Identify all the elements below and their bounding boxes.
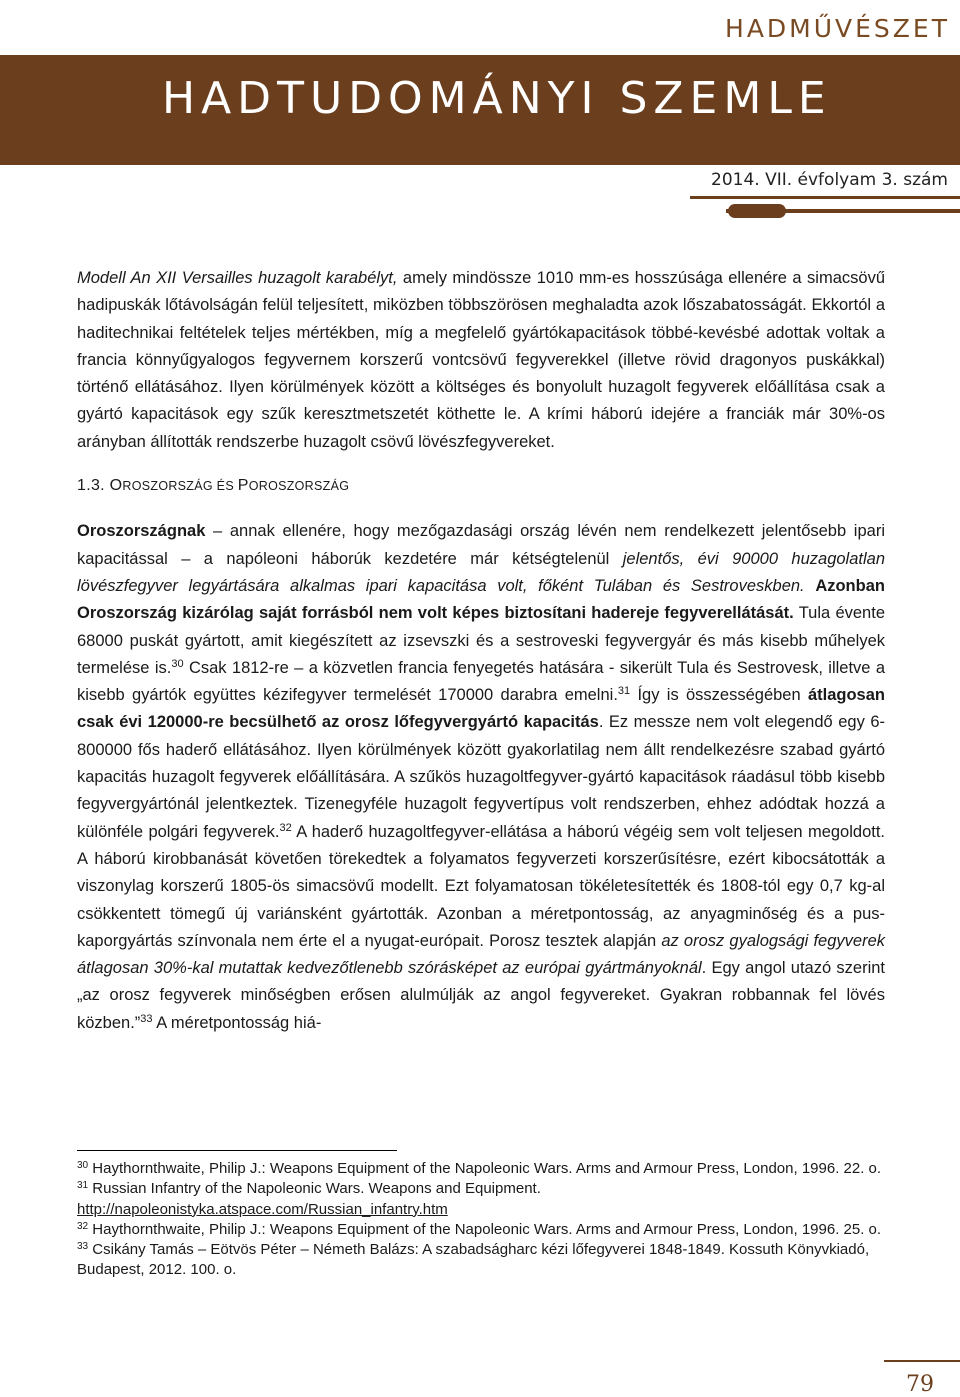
body-bold-1: Oroszországnak (77, 522, 206, 541)
body-text-4: Csak 1812-re – a közvetlen francia fenyegetés hatására - sikerült Tula és Sestrovesk, illetve a kisebb gyártók együttes kézifegyver termelését 170000 darabra emelni. (77, 658, 886, 705)
heading-number: 1.3. (77, 477, 110, 495)
body-text-2 (805, 577, 816, 595)
body-text-8: . Egy angol utazó szerint „az orosz fegyverek minőségben erősen alulmúlják az angol fegyvereket. Gyakran robbannak fel lövés közben.” (77, 959, 886, 1032)
heading-word2-rest: OROSZORSZÁG (248, 479, 350, 494)
body-italic-2: az orosz gyalogsági fegyverek átlagosan 30%-kal mutattak kedvezőtlenebb szórásképet az európai gyártmányoknál (77, 931, 885, 978)
footnote-text: Haythornthwaite, Philip J.: Weapons Equipment of the Napoleonic Wars. Arms and Armour Press, London, 1996. 22. o. (88, 1160, 882, 1177)
footnote-number: 30 (77, 1160, 89, 1171)
footnote-text: Russian Infantry of the Napoleonic Wars. Weapons and Equipment. (88, 1180, 541, 1198)
footnote-number: 32 (77, 1220, 89, 1232)
heading-conjunction: ÉS (212, 479, 238, 494)
footnote-ref-32[interactable]: 32 (279, 821, 292, 834)
body-italic-1: jelentős, évi 90000 huzagolatlan lövészfegyver legyártására alkalmas ipari kapacitása volt, főként Tulában és Sestroveskben. (77, 549, 885, 595)
footnote-number: 31 (77, 1180, 89, 1192)
footnote-link[interactable]: http://napoleonistyka.atspace.com/Russian_infantry.htm (77, 1200, 448, 1218)
section-label: HADMŰVÉSZET (725, 14, 950, 43)
body-paragraph (77, 518, 885, 1037)
footnote-rule (77, 1150, 397, 1151)
page-rule (884, 1360, 960, 1362)
heading-word1-rest: ROSZORSZÁG (122, 479, 213, 494)
header-ornament (726, 204, 960, 218)
intro-text: amely mindössze 1010 mm-es hosszúsága ellenére a simacsövű hadipuskák lőtávolságán felül teljesített, miközben többszörösen meghaladta azok lőszabatosságát. Ekkortól a haditechnikai feltételek teljes mértékben, míg a megfelelő gyártókapacitások többé-kevésbé adottak voltak a francia könnyűgyalogos fegyvernem korszerű vontcsövű fegyverekkel (illetve rövid dragonyos puskákkal) történő ellátásához. Ilyen körülmények között a költséges és bonyolult huzagolt fegyverek előállítása csak a gyártó kapacitások egy szűk keresztmetszetét köthette le. A krími háború idejére a franciák már 30%-os arányban állították rendszerbe huzagolt csövű lövészfegyvereket. (77, 269, 885, 451)
body-text-1: – annak ellenére, hogy mezőgazdasági ország lévén nem rendelkezett jelentősebb ipari kapacitással – a napóleoni háborúk kezdetére már kétségtelenül (77, 522, 885, 568)
intro-italic: Modell An XII Versailles huzagolt karabélyt, (77, 269, 398, 287)
body-text-5: Így is összességében (630, 686, 808, 705)
footnote-ref-31[interactable]: 31 (617, 685, 631, 698)
section-heading (77, 472, 885, 500)
footnotes (77, 1159, 885, 1281)
header-rule (690, 196, 960, 199)
body-text-6: . Ez messze nem volt elegendő egy 6-800000 fős haderő ellátásához. Ilyen körülmények között gyakorlatilag nem állt rendelkezésre szabad gyártó kapacitás huzagolt fegyverek előállítására. A szűkös huzagoltfegyver-gyártó kapacitások ráadásul több kisebb fegyvergyártónál jelentkeztek. Tizenegyféle huzagolt fegyvertípus volt rendszerben, ehhez adódtak hozzá a különféle polgári fegyverek. (77, 713, 885, 841)
journal-title: HADTUDOMÁNYI SZEMLE (162, 73, 832, 124)
heading-o-cap: O (109, 477, 123, 495)
ornament-pill (728, 204, 786, 218)
footnote-32 (77, 1220, 885, 1240)
body-text-7: A haderő huzagoltfegyver-ellátása a háború végéig sem volt teljesen megoldott. A háború kirobbanását követően törekedtek a folyamatos fegyverzeti korszerűsítésre, ezért kibocsátották a viszonylag korszerű 1805-ös simacsövű modellt. Ezt folyamatosan tökéletesítették és 1808-tól egy 0,7 kg-al csökkentett tömegű új variánsként gyártották. Azonban a méretpontosság, az anyagminőség és a puskaporgyártás színvonala nem érte el a nyugat-európait. Porosz tesztek alapján (77, 822, 885, 950)
heading-p-cap: P (237, 477, 249, 495)
footnote-text: Haythornthwaite, Philip J.: Weapons Equipment of the Napoleonic Wars. Arms and Armour Press, London, 1996. 25. o. (88, 1220, 882, 1238)
body-text-9: A méretpontosság hiá- (152, 1013, 322, 1032)
footnote-33 (77, 1240, 885, 1281)
intro-paragraph (77, 265, 885, 456)
article-content (77, 265, 885, 1037)
footnote-text: Csikány Tamás – Eötvös Péter – Németh Balázs: A szabadságharc kézi lőfegyverei 1848-1849. Kossuth Könyvkiadó, Budapest, 2012. 100. o. (77, 1241, 870, 1279)
footnote-30 (77, 1159, 885, 1179)
footnote-number: 33 (77, 1241, 89, 1253)
issue-info: 2014. VII. évfolyam 3. szám (711, 170, 948, 190)
footnote-31 (77, 1179, 885, 1220)
body-bold-3: átlagosan csak évi 120000-re becsülhető az orosz lőfegyvergyártó kapacitás (77, 686, 885, 732)
footnote-ref-33[interactable]: 33 (140, 1012, 153, 1025)
page-number: 79 (906, 1372, 934, 1397)
footnote-ref-30[interactable]: 30 (171, 657, 184, 670)
body-text-3: Tula évente 68000 puskát gyártott, amit kiegészített az izsevszki és a sestroveski fegyvergyár és más kisebb műhelyek termelése is. (77, 604, 885, 677)
body-bold-2: Azonban Oroszország kizárólag saját forrásból nem volt képes biztosítani hadereje fegyverellátását. (77, 576, 885, 623)
